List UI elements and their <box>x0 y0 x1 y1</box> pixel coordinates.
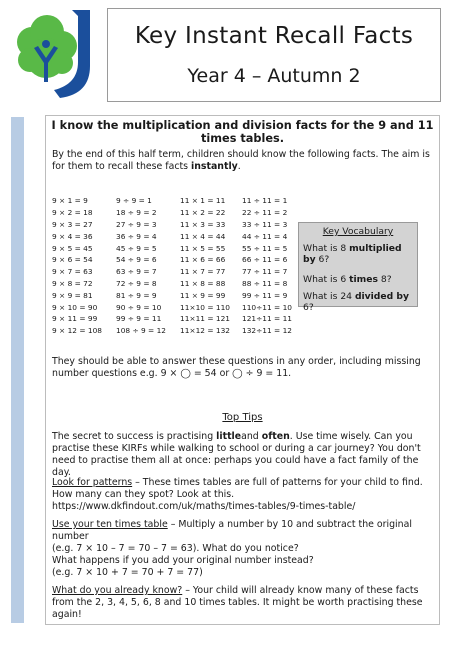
fact-cell: 110÷11 = 10 <box>242 302 292 312</box>
fact-cell: 11×11 = 121 <box>180 314 230 324</box>
fact-cell: 9 × 4 = 36 <box>52 231 93 241</box>
fact-cell: 72 ÷ 9 = 8 <box>116 278 157 288</box>
fact-cell: 9 × 7 = 63 <box>52 267 93 277</box>
top-tips-title: Top Tips <box>222 412 263 423</box>
intro-text: By the end of this half term, children should know the following facts. The aim is for them to recall these facts instantly. <box>52 149 430 172</box>
facts-row <box>52 254 300 266</box>
fact-cell: 11 × 9 = 99 <box>180 290 226 300</box>
fact-cell: 11 × 3 = 33 <box>180 219 226 229</box>
facts-row <box>52 207 300 219</box>
facts-row <box>52 289 300 301</box>
fact-cell: 121÷11 = 11 <box>242 314 292 324</box>
fact-cell: 9 × 12 = 108 <box>52 326 102 336</box>
facts-row <box>52 301 300 313</box>
fact-cell: 11 × 2 = 22 <box>180 208 226 218</box>
fact-cell: 132÷11 = 12 <box>242 326 292 336</box>
fact-cell: 88 ÷ 11 = 8 <box>242 278 288 288</box>
fact-cell: 9 × 8 = 72 <box>52 278 93 288</box>
fact-cell: 22 ÷ 11 = 2 <box>242 208 288 218</box>
fact-cell: 11 ÷ 11 = 1 <box>242 196 288 206</box>
side-accent-bar <box>11 117 24 623</box>
fact-cell: 11 × 7 = 77 <box>180 267 226 277</box>
facts-row <box>52 266 300 278</box>
page-subtitle: Year 4 – Autumn 2 <box>187 65 361 87</box>
facts-row <box>52 195 300 207</box>
content-panel <box>45 115 440 625</box>
fact-cell: 77 ÷ 11 = 7 <box>242 267 288 277</box>
fact-cell: 99 ÷ 11 = 9 <box>242 290 288 300</box>
section-heading: I know the multiplication and division facts for the 9 and 11 times tables. <box>51 119 434 145</box>
school-logo <box>10 8 96 100</box>
key-vocabulary-box <box>298 222 418 313</box>
facts-row <box>52 230 300 242</box>
fact-cell: 9 × 11 = 99 <box>52 314 98 324</box>
fact-cell: 81 ÷ 9 = 9 <box>116 290 157 300</box>
page-title: Key Instant Recall Facts <box>134 23 414 49</box>
vocab-question: What is 6 times 8? <box>303 274 392 285</box>
fact-cell: 55 ÷ 11 = 5 <box>242 243 288 253</box>
fact-cell: 9 × 1 = 9 <box>52 196 88 206</box>
tip-ten-times: Use your ten times table – Multiply a number by 10 and subtract the original number (e.g. 7 × 10 – 7 = 70 – 7 = 63). What do you notice? What happens if you add your original number instead? (e.g. 7 × 10 + 7 = 70 + 7 = 77) <box>52 519 412 578</box>
patterns-link[interactable]: https://www.dkfindout.com/uk/maths/times-tables/9-times-table/ <box>52 501 356 512</box>
fact-cell: 44 ÷ 11 = 4 <box>242 231 288 241</box>
answers-text: They should be able to answer these questions in any order, including missing number questions e.g. 9 × ◯ = 54 or ◯ ÷ 9 = 11. <box>52 356 421 379</box>
vocab-title: Key Vocabulary <box>322 226 394 237</box>
fact-cell: 27 ÷ 9 = 3 <box>116 219 157 229</box>
fact-cell: 11 × 8 = 88 <box>180 278 226 288</box>
tip-little-often: The secret to success is practising littleand often. Use time wisely. Can you practise these KIRFs while walking to school or during a car journey? You don't need to practise them all at once: perhaps you could have a fact family of the day. <box>52 431 421 478</box>
fact-cell: 11 × 1 = 11 <box>180 196 226 206</box>
vocab-question: What is 8 multiplied by 6? <box>303 243 402 265</box>
fact-cell: 108 ÷ 9 = 12 <box>116 326 166 336</box>
fact-cell: 63 ÷ 9 = 7 <box>116 267 157 277</box>
fact-cell: 66 ÷ 11 = 6 <box>242 255 288 265</box>
facts-row <box>52 242 300 254</box>
facts-table <box>52 195 300 337</box>
tip-patterns: Look for patterns – These times tables are full of patterns for your child to find. How many can they spot? Look at this. https://www.dkfindout.com/uk/maths/times-tables/9-times-table/ <box>52 477 423 512</box>
fact-cell: 36 ÷ 9 = 4 <box>116 231 157 241</box>
facts-row <box>52 325 300 337</box>
fact-cell: 18 ÷ 9 = 2 <box>116 208 157 218</box>
fact-cell: 9 × 5 = 45 <box>52 243 93 253</box>
fact-cell: 99 ÷ 9 = 11 <box>116 314 162 324</box>
fact-cell: 11 × 4 = 44 <box>180 231 226 241</box>
fact-cell: 9 × 2 = 18 <box>52 208 93 218</box>
fact-cell: 90 ÷ 9 = 10 <box>116 302 162 312</box>
fact-cell: 9 ÷ 9 = 1 <box>116 196 152 206</box>
fact-cell: 11 × 5 = 55 <box>180 243 226 253</box>
fact-cell: 33 ÷ 11 = 3 <box>242 219 288 229</box>
tip-already-know: What do you already know? – Your child will already know many of these facts from the 2, 3, 4, 5, 6, 8 and 10 times tables. It might be worth practising these again! <box>52 585 423 620</box>
fact-cell: 11×10 = 110 <box>180 302 230 312</box>
fact-cell: 11×12 = 132 <box>180 326 230 336</box>
facts-row <box>52 219 300 231</box>
vocab-question: What is 24 divided by 6? <box>303 291 409 313</box>
fact-cell: 9 × 3 = 27 <box>52 219 93 229</box>
title-box <box>107 8 441 102</box>
fact-cell: 45 ÷ 9 = 5 <box>116 243 157 253</box>
fact-cell: 9 × 6 = 54 <box>52 255 93 265</box>
fact-cell: 9 × 10 = 90 <box>52 302 98 312</box>
fact-cell: 54 ÷ 9 = 6 <box>116 255 157 265</box>
fact-cell: 9 × 9 = 81 <box>52 290 93 300</box>
facts-row <box>52 278 300 290</box>
facts-row <box>52 313 300 325</box>
fact-cell: 11 × 6 = 66 <box>180 255 226 265</box>
